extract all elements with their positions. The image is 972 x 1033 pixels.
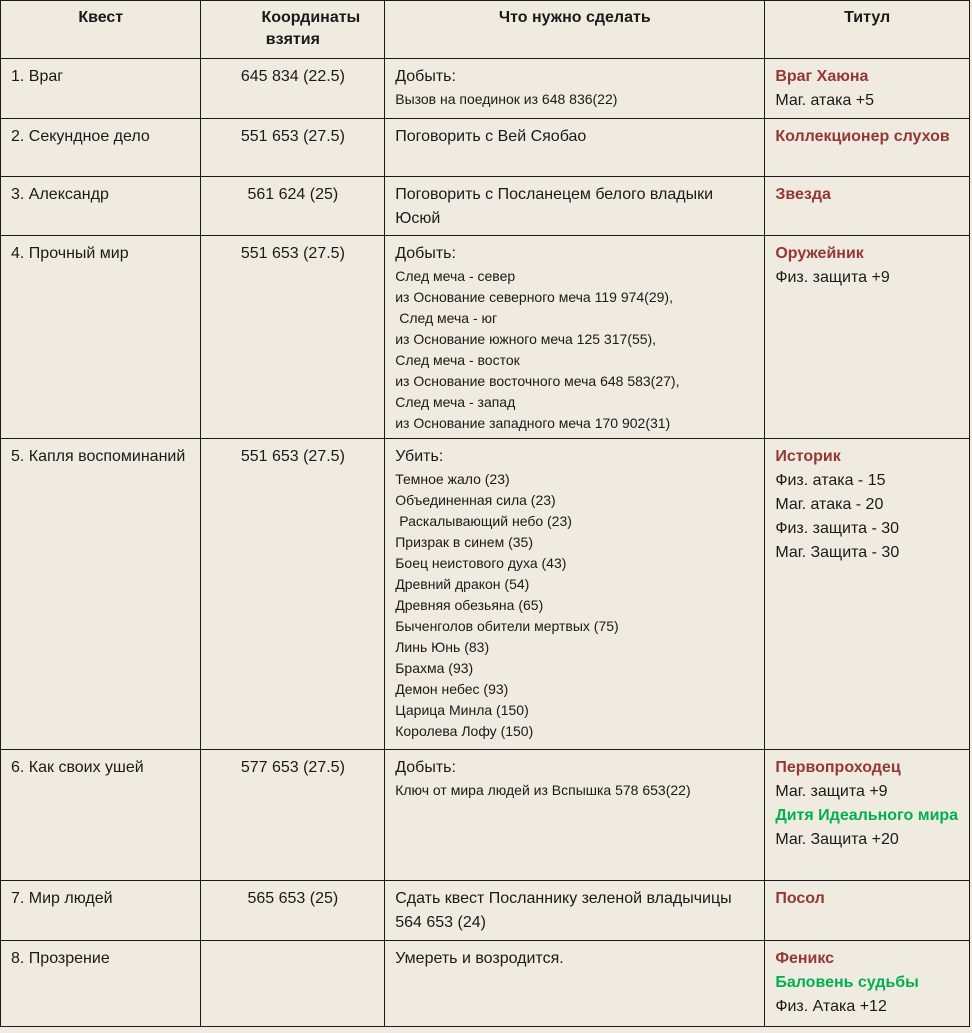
quest-name-cell: 3. Александр <box>1 177 201 236</box>
quest-name-cell: 8. Прозрение <box>1 941 201 1027</box>
title-cell <box>765 119 970 177</box>
title-name: Первопроходец <box>775 759 901 776</box>
table-row <box>1 750 970 881</box>
task-item: Брахма (93) <box>395 660 474 676</box>
title-cell <box>765 750 970 881</box>
task-heading: Сдать квест Посланнику зеленой владычицы 564 653 (24) <box>395 890 732 931</box>
task-cell <box>385 750 765 881</box>
title-bonus: Маг. Защита +20 <box>775 831 899 848</box>
task-item: Быченголов обители мертвых (75) <box>395 618 619 634</box>
task-cell <box>385 236 765 439</box>
title-bonus: Маг. атака - 20 <box>775 496 884 513</box>
coordinates-cell: 577 653 (27.5) <box>201 750 385 881</box>
title-bonus: Физ. Атака +12 <box>775 998 887 1015</box>
quest-name-cell: 2. Секундное дело <box>1 119 201 177</box>
task-cell <box>385 881 765 941</box>
title-bonus: Маг. Защита - 30 <box>775 544 900 561</box>
task-item: Древняя обезьяна (65) <box>395 597 544 613</box>
task-item: След меча - юг <box>399 310 498 326</box>
task-cell <box>385 59 765 119</box>
title-bonus: Физ. защита +9 <box>775 269 890 286</box>
header-task: Что нужно сделать <box>385 1 765 59</box>
title-bonus: Маг. защита +9 <box>775 783 888 800</box>
table-row <box>1 881 970 941</box>
title-name: Оружейник <box>775 245 864 262</box>
task-item: из Основание восточного меча 648 583(27), <box>395 373 680 389</box>
task-item: из Основание южного меча 125 317(55), <box>395 331 657 347</box>
header-title: Титул <box>765 1 970 59</box>
table-row <box>1 119 970 177</box>
coordinates-cell: 565 653 (25) <box>201 881 385 941</box>
quest-name-cell: 5. Капля воспоминаний <box>1 439 201 750</box>
table-row <box>1 177 970 236</box>
title-name: Дитя Идеального мира <box>775 807 959 824</box>
task-cell <box>385 941 765 1027</box>
quest-name-cell: 7. Мир людей <box>1 881 201 941</box>
task-cell <box>385 119 765 177</box>
quest-name-cell: 1. Враг <box>1 59 201 119</box>
title-name: Посол <box>775 890 825 907</box>
task-item: из Основание западного меча 170 902(31) <box>395 415 671 431</box>
title-cell <box>765 236 970 439</box>
title-name: Коллекционер слухов <box>775 128 950 145</box>
coordinates-cell <box>201 941 385 1027</box>
title-name: Историк <box>775 448 841 465</box>
title-name: Баловень судьбы <box>775 974 919 991</box>
task-item: Ключ от мира людей из Вспышка 578 653(22) <box>395 782 691 798</box>
coordinates-cell: 551 653 (27.5) <box>201 119 385 177</box>
task-item: Призрак в синем (35) <box>395 534 533 550</box>
task-heading: Добыть: <box>395 68 456 85</box>
title-bonus: Физ. атака - 15 <box>775 472 886 489</box>
task-item: Древний дракон (54) <box>395 576 530 592</box>
task-item: След меча - восток <box>395 352 520 368</box>
coordinates-cell: 645 834 (22.5) <box>201 59 385 119</box>
task-heading: Поговорить с Вей Сяобао <box>395 128 587 145</box>
title-bonus: Физ. защита - 30 <box>775 520 900 537</box>
task-item: След меча - запад <box>395 394 516 410</box>
table-row <box>1 59 970 119</box>
title-cell <box>765 881 970 941</box>
coordinates-cell: 551 653 (27.5) <box>201 236 385 439</box>
title-name: Звезда <box>775 186 831 203</box>
table-row <box>1 439 970 750</box>
title-bonus: Маг. атака +5 <box>775 92 875 109</box>
task-cell <box>385 177 765 236</box>
title-name: Феникс <box>775 950 835 967</box>
task-heading: Умереть и возродится. <box>395 950 564 967</box>
task-item: Вызов на поединок из 648 836(22) <box>395 91 618 107</box>
task-cell <box>385 439 765 750</box>
task-heading: Убить: <box>395 448 444 465</box>
task-item: Линь Юнь (83) <box>395 639 490 655</box>
header-coords: Координаты взятия <box>201 1 385 59</box>
title-cell <box>765 177 970 236</box>
title-name: Враг Хаюна <box>775 68 869 85</box>
title-cell <box>765 941 970 1027</box>
header-row <box>1 1 970 59</box>
table-row <box>1 236 970 439</box>
task-item: Темное жало (23) <box>395 471 510 487</box>
quest-name-cell: 6. Как своих ушей <box>1 750 201 881</box>
task-item: Королева Лофу (150) <box>395 723 534 739</box>
header-quest: Квест <box>1 1 201 59</box>
task-item: из Основание северного меча 119 974(29), <box>395 289 673 305</box>
task-item: Боец неистового духа (43) <box>395 555 567 571</box>
title-cell <box>765 59 970 119</box>
task-item: Царица Минла (150) <box>395 702 529 718</box>
task-heading: Поговорить с Посланецем белого владыки Юсюй <box>395 186 714 227</box>
task-heading: Добыть: <box>395 245 456 262</box>
table-row <box>1 941 970 1027</box>
coordinates-cell: 551 653 (27.5) <box>201 439 385 750</box>
title-cell <box>765 439 970 750</box>
task-item: След меча - север <box>395 268 516 284</box>
task-item: Объединенная сила (23) <box>395 492 556 508</box>
task-item: Раскалывающий небо (23) <box>399 513 572 529</box>
task-heading: Добыть: <box>395 759 456 776</box>
coordinates-cell: 561 624 (25) <box>201 177 385 236</box>
task-item: Демон небес (93) <box>395 681 509 697</box>
quest-name-cell: 4. Прочный мир <box>1 236 201 439</box>
